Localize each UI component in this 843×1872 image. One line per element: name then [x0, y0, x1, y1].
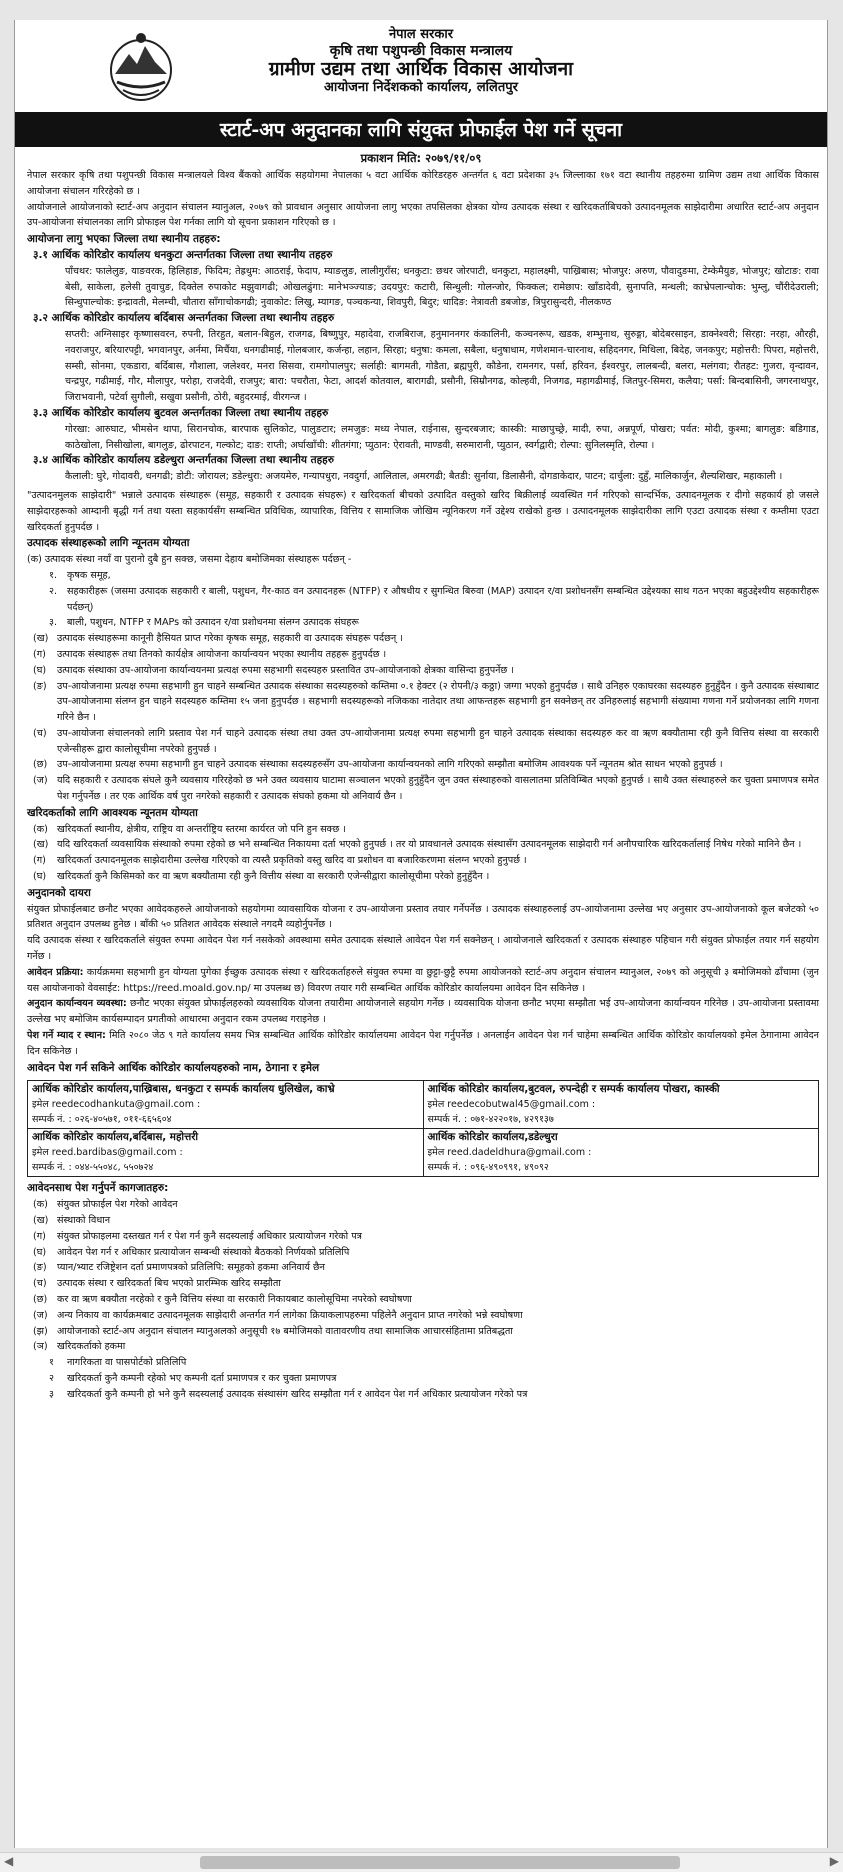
list-item: (ख) संस्थाको विधान	[33, 1215, 111, 1227]
corridor-districts: पाँचथर: फालेलुङ, याङवरक, हिलिहाङ, फिदिम; तेह्रथुम: आठराई, फेदाप, म्याङलुङ, लालीगुराँस; धनकुटा: छथर जोरपाटी, धनकुटा, महालक्ष्मी, पाख्रिबास; भोजपुर: अरुण, पौवादुङमा, टेम्केमैयुङ, भोजपुर; खोटाङ: रावा बेसी, साकेला, हलेसी तुवाचुङ, दिक्तेल रुपाकोट मझुवागढी; ओखलढुंगा: मानेभञ्ज्याङ; उदयपुर: कटारी, सिन्धुली: गोलन्जोर, फिक्कल; रामेछाप: खाँडादेवी, सुनापति, मन्थली; काभ्रेपलान्चोक: भुम्लु, चौंरीदेउराली; सिन्धुपाल्चोक: इन्द्रावती, मेलम्ची, चौतारा साँगाचोकगढी; नुवाकोट: लिखु, म्यागङ, पञ्चकन्या, शिवपुरी, बिदुर; धादिङ: नेत्रावती डबजोङ, त्रिपुरासुन्दरी, नीलकण्ठ	[65, 265, 819, 309]
list-item: (ग) संयुक्त प्रोफाइलमा दस्तखत गर्न र पेश गर्न कुनै सदस्यलाई अधिकार प्रत्यायोजन गरेको पत्र	[33, 1230, 362, 1242]
scroll-left-icon[interactable]: ◀	[4, 1854, 14, 1868]
list-item: (ज) यदि सहकारी र उत्पादक संघले कुनै व्यवसाय गरिरहेको छ भने उक्त व्यवसाय घाटामा सञ्चालन भएको हुनुहुँदैन जुन उक्त संस्थाहरुको वासलातमा प्रतिविम्बित भएको हुनुपर्छ । साथै उक्त संस्थाहरुले कर चुक्ता प्रमाणपत्र समेत पेश गर्नुपर्नेछ । तर एक आर्थिक वर्ष पुरा नगरेको सहकारी र उत्पादक संघको हकमा यो अनिवार्य छैन ।	[33, 775, 819, 803]
scope-paragraph: यदि उत्पादक संस्था र खरिदकर्ताले संयुक्त रुपमा आवेदन पेश गर्न नसकेको अवस्थामा समेत उत्पादक संस्थाले आवेदन पेश गर्न सक्नेछन् । आयोजनाले खरिदकर्ता र उत्पादक संस्थाहरु पहिचान गरी संयुक्त प्रोफाईल तयार गर्न सहयोग गर्नेछ ।	[27, 935, 819, 963]
ministry-name: कृषि तथा पशुपन्छी विकास मन्त्रालय	[329, 42, 513, 59]
office-phone: सम्पर्क नं. : ०२६-४०५७१, ०११-६६५६०४	[32, 1114, 172, 1126]
office-cell: आर्थिक कोरिडोर कार्यालय,बर्दिबास, महोत्तरी इमेल reed.bardibas@gmail.com : सम्पर्क नं. : ०४४-५५०४८, ५५०७२४	[28, 1129, 424, 1177]
producer-intro: (क) उत्पादक संस्था नयाँ वा पुरानो दुबै हुन सक्छ, जसमा देहाय बमोजिमका संस्थाहरू पर्दछन् -	[27, 554, 352, 566]
corridor-heading: ३.२ आर्थिक कोरिडोर कार्यालय बर्दिबास अन्तर्गतका जिल्ला तथा स्थानीय तहहरु	[33, 312, 335, 325]
table-row	[28, 1129, 819, 1177]
list-item: २. सहकारीहरू (जसमा उत्पादक सहकारी र बाली, पशुधन, गैर-काठ वन उत्पादनहरू (NTFP) र औषधीय र सुगन्धित बिरुवा (MAP) उत्पादन र/वा प्रशोधनसँग सम्बन्धित उद्देश्यका साथ गठन भएका बहुउद्देश्यीय सहकारीहरू पर्दछन्)	[49, 585, 819, 613]
list-item: २ खरिदकर्ता कुनै कम्पनी रहेको भए कम्पनी दर्ता प्रमाणपत्र र कर चुक्ता प्रमाणपत्र	[49, 1372, 337, 1384]
buyer-docs-list	[27, 1355, 819, 1402]
list-item: (क) खरिदकर्ता स्थानीय, क्षेत्रीय, राष्ट्रिय वा अन्तर्राष्ट्रिय स्तरमा कार्यरत जो पनि हुन सक्छ ।	[33, 823, 346, 835]
buyer-criteria-list	[27, 822, 819, 885]
list-item: (घ) खरिदकर्ता कुनै किसिमको कर वा ऋण बक्यौतामा रही कुनै वित्तीय संस्था वा सरकारी एजेन्सीद्वारा कालोसूचीमा परेको हुनुहुँदैन ।	[33, 871, 490, 883]
table-row	[28, 1081, 819, 1129]
office-name: आयोजना निर्देशकको कार्यालय, ललितपुर	[324, 79, 518, 95]
deadline-paragraph: पेश गर्ने म्याद र स्थान: मिति २०८० जेठ ९ गते कार्यालय समय भित्र सम्बन्धित आर्थिक कोरिडोर कार्यालयमा आवेदन पेश गर्नुपर्नेछ । अनलाईन आवेदन पेश गर्न चाहेमा सम्बन्धित आर्थिक कोरिडोर कार्यालयको इमेल ठेगानामा आवेदन दिन सकिनेछ ।	[27, 1030, 820, 1057]
corridor-districts: सप्तरी: अग्निसाइर कृष्णासवरन, रुपनी, तिरहुत, बलान-बिहुल, राजगढ, बिष्णुपुर, महादेवा, राजबिराज, हनुमाननगर कंकालिनी, कञ्चनरूप, खडक, शम्भुनाथ, सुरुङ्गा, बोदेबरसाइन, डाक्नेश्वरी; सिरहा: नरहा, औरही, नवराजपुर, बरियारपट्टी, भगवानपुर, अर्नमा, मिर्चैया, धनगढीमाई, गोलबजार, कर्जन्हा, लहान, सिरहा; धनुषा: कमला, सबैला, धनुषाधाम, गणेशमान-चारनाथ, सहिदनगर, मिथिला, बिदेह, जनकपुर; महोत्तरी: पिपरा, महोत्तरी, सम्सी, सोनमा, एकडारा, बर्दिबास, गौशाला, जलेश्वर, मनरा सिसवा, रामगोपालपुर; सर्लाही: बागमती, गोडैता, ब्रह्मपुरी, कौडेना, रामनगर, पर्सा, हरिवन, ईश्वरपुर, लालबन्दी, बलरा, मलंगवा; रौतहट: गुजरा, वृन्दावन, चन्द्रपुर, गढीमाई, गौर, मौलापुर, परोहा, राजदेवी, राजपुर; बारा: पचरौता, फेटा, आदर्श कोतवाल, बारागढी, प्रसौनी, सिम्रौनगढ, कोल्हवी, निजगढ, महागढीमाई, जितपुर-सिमरा, कलैया; पर्सा: बिन्दबासिनी, जगरनाथपुर, जिराभवानी, पटेर्वा सुगौली, सखुवा प्रसौनी, ठोरी, बहुदरमाई, वीरगन्ज ।	[65, 328, 819, 404]
list-item: (घ) आवेदन पेश गर्न र अधिकार प्रत्यायोजन सम्बन्धी संस्थाको बैठकको निर्णयको प्रतिलिपि	[33, 1246, 350, 1258]
horizontal-scrollbar[interactable]	[0, 1852, 843, 1872]
corridor-heading: ३.४ आर्थिक कोरिडोर कार्यालय डडेल्धुरा अन्तर्गतका जिल्ला तथा स्थानीय तहहरु	[33, 454, 334, 467]
office-phone: सम्पर्क नं. : ०९६-४९०९९१, ४९०९२	[427, 1162, 549, 1174]
list-item: (च) उत्पादक संस्था र खरिदकर्ता बिच भएको प्रारम्भिक खरिद सम्झौता	[33, 1278, 281, 1290]
list-item: (ज) अन्य निकाय वा कार्यक्रमबाट उत्पादनमूलक साझेदारी अन्तर्गत गर्न लागेका क्रियाकलापहरुमा पहिलेनै अनुदान प्राप्त नगरेको भन्ने स्वघोषणा	[33, 1309, 523, 1321]
list-item: (ख) उत्पादक संस्थाहरूमा कानूनी हैसियत प्राप्त गरेका कृषक समूह, सहकारी वा उत्पादक संघहरू पर्दछन् ।	[33, 633, 403, 645]
list-item: १. कृषक समूह,	[49, 569, 111, 581]
intro-paragraph: आयोजनाले आयोजनाको स्टार्ट-अप अनुदान संचालन म्यानुअल, २०७९ को प्रावधान अनुसार आयोजना लागु भएका तपसिलका क्षेत्रका योग्य उत्पादक संस्था र खरिदकर्ताबिचको उत्पादनमूलक साझेदारीमा अधारित स्टार्ट-अप अनुदान उप-आयोजना संचालनका लागि प्रोफाइल पेश गर्नका लागि यो सूचना प्रकाशन गरिएको छ ।	[27, 201, 819, 229]
project-name: ग्रामीण उद्यम तथा आर्थिक विकास आयोजना	[268, 58, 574, 81]
nepal-government-emblem-icon	[105, 30, 177, 102]
buyer-heading: खरिदकर्ताको लागि आवश्यक न्यूनतम योग्यता	[27, 806, 198, 819]
corridor-heading: ३.१ आर्थिक कोरिडोर कार्यालय धनकुटा अन्तर्गतका जिल्ला तथा स्थानीय तहहरु	[33, 248, 333, 261]
list-item: (घ) उत्पादक संस्थाका उप-आयोजना कार्यान्वयनमा प्रत्यक्ष रुपमा सहभागी सदस्यहरु प्रस्तावित उप-आयोजनाको क्षेत्रका वासिन्दा हुनुपर्नेछ ।	[33, 664, 514, 676]
list-item: (ञ) खरिदकर्ताको हकमा	[33, 1341, 126, 1353]
office-cell: आर्थिक कोरिडोर कार्यालय,पाख्रिबास, धनकुटा र सम्पर्क कार्यालय धुलिखेल, काभ्रे इमेल reedecodhankuta@gmail.com : सम्पर्क नं. : ०२६-४०५७१, ०११-६६५६०४	[28, 1081, 424, 1129]
office-cell: आर्थिक कोरिडोर कार्यालय,बुटवल, रुपन्देही र सम्पर्क कार्यालय पोखरा, कास्की इमेल reedecobutwal45@gmail.com : सम्पर्क नं. : ०७१-४२२०१७, ४२९१३७	[423, 1081, 819, 1129]
list-item: (ग) उत्पादक संस्थाहरू तथा तिनको कार्यक्षेत्र आयोजना कार्यान्वयन भएका स्थानीय तहहरू हुनुपर्दछ ।	[33, 648, 387, 660]
office-email: इमेल reed.bardibas@gmail.com :	[32, 1147, 183, 1159]
producer-criteria-list	[27, 631, 819, 805]
corridor-heading: ३.३ आर्थिक कोरिडोर कार्यालय बुटवल अन्तर्गतका जिल्ला तथा स्थानीय तहहरु	[33, 406, 329, 419]
list-item: (च) उप-आयोजना संचालनको लागि प्रस्ताव पेश गर्न चाहने उत्पादक संस्था तथा उक्त उप-आयोजनामा प्रत्यक्ष रुपमा सहभागी हुन चाहने उत्पादक संस्थाका सदस्यहरु कर वा ऋण बक्यौतामा रही कुनै वित्तिय संस्था वा सरकारी एजेन्सीहरू द्वारा कालोसूचीमा नपरेको हुनुपर्छ ।	[33, 727, 819, 755]
list-item: (छ) कर वा ऋण बक्यौता नरहेको र कुनै वित्तिय संस्था वा सरकारी निकायबाट कालोसूचिमा नपरेको स्वघोषणा	[33, 1294, 412, 1305]
corridor-districts: गोरखा: आरुघाट, भीमसेन थापा, सिरानचोक, बारपाक सुलिकोट, पालुङटार; लमजुङ: मध्य नेपाल, राईनास, सुन्दरबजार; कास्की: माछापुच्छ्रे, मादी, रुपा, अन्नपूर्ण, पोखरा; पर्वत: मोदी, कुश्मा; बागलुङ: बडिगाड, काठेखोला, निसीखोला, बागलुङ, ढोरपाटन, गल्कोट; दाङ: राप्ती; अर्घाखाँची: शीतगंगा; प्युठान: ऐरावती, माण्डवी, सरुमारानी, प्युठान, स्वर्गद्वारी; रोल्पा: सुनिलस्मृति, रोल्पा ।	[65, 423, 819, 451]
list-item: (ख) यदि खरिदकर्ता व्यवसायिक संस्थाको रुपमा रहेको छ भने सम्बन्धित निकायमा दर्ता भएको हुनुपर्छ । तर यो प्रावधानले उत्पादक संस्थासँग उत्पादनमूलक साझेदारी गर्न अनौपचारिक खरिदकर्तालाई निषेध गरेको मानिने छैन ।	[33, 839, 802, 851]
scroll-right-icon[interactable]: ▶	[829, 1854, 839, 1868]
list-item: (ग) खरिदकर्ता उत्पादनमूलक साझेदारीमा उल्लेख गरिएको वा त्यस्तै प्रकृतिको वस्तु खरिद वा प्रशोधन वा बजारिकरणमा संलग्न भएको हुनुपर्छ ।	[33, 855, 527, 867]
list-item: (ङ) प्यान/भ्याट रजिष्ट्रेशन दर्ता प्रमाणपत्रको प्रतिलिपि: समूहको हकमा अनिवार्य छैन	[33, 1262, 325, 1274]
notice-page	[14, 20, 828, 1848]
list-item: ३. बाली, पशुधन, NTFP र MAPs को उत्पादन र/वा प्रशोधनमा संलग्न उत्पादक संघहरू	[49, 617, 359, 629]
scope-paragraph: संयुक्त प्रोफाईलबाट छनौट भएका आवेदकहरुले आयोजनाको सहयोगमा व्यावसायिक योजना र उप-आयोजना प्रस्ताव तयार गर्नेपर्नेछ । उत्पादक संस्थाहरुलाई उप-आयोजनामा उल्लेख भए अनुसार उप-आयोजनाको कूल बजेटको ५० प्रतिशत अनुदान उपलब्ध हुनेछ । बाँकी ५० प्रतिशत आवेदक संस्थाले नगदमै व्यहोर्नुपर्नेछ ।	[27, 903, 819, 931]
management-paragraph: अनुदान कार्यान्वयन व्यवस्था: छनौट भएका संयुक्त प्रोफाईलहरुको व्यवसायिक योजना तयारीमा आयोजनाले सहयोग गर्नेछ । व्यवसायिक योजना छनौट भएमा सम्झौता भई उप-आयोजना कार्यान्वयन गरिनेछ । उप-आयोजना प्रस्तावमा उल्लेख भए बमोजिम कार्यसम्पादन प्रगतीको आधारमा अनुदान रकम उपलब्ध गराइनेछ ।	[27, 998, 819, 1026]
gov-name: नेपाल सरकार	[388, 27, 454, 42]
definition-paragraph: "उत्पादनमुलक साझेदारी" भन्नाले उत्पादक संस्थाहरू (समूह, सहकारी र उत्पादक संघहरू) र खरिदकर्ता बीचको उत्पादित वस्तुको खरिद बिक्रीलाई व्यवस्थित गर्न गरिएको सान्दर्भिक, उत्पादनमूलक र दीगो सहकार्य हो जसले साझेदारहरूको आम्दानी बृद्धी गर्न तथा यस्ता सहकार्यसँग सम्बन्धित प्रविधिक, व्यापारिक, वित्तिय र सामाजिक जोखिम न्यूनिकरण गर्ने उद्देश्य राखेको हुन्छ । उत्पादनमूलक साझेदारीका लागि एउटा उत्पादक संस्था र कम्तीमा एउटा खरिदकर्ता हुनुपर्दछ ।	[27, 489, 819, 533]
docs-heading: आवेदनसाथ पेश गर्नुपर्ने कागजातहरु:	[27, 1182, 169, 1195]
scope-heading: अनुदानको दायरा	[27, 886, 91, 899]
list-item: (क) संयुक्त प्रोफाईल पेश गरेको आवेदन	[33, 1199, 178, 1211]
office-email: इमेल reedecodhankuta@gmail.com :	[32, 1099, 201, 1111]
office-email: इमेल reed.dadeldhura@gmail.com :	[427, 1147, 592, 1159]
intro-paragraph: नेपाल सरकार कृषि तथा पशुपन्छी विकास मन्त्रालयले विश्व बैंकको आर्थिक सहयोगमा नेपालका ५ वटा आर्थिक कोरिडरहरु अन्तर्गत ६ वटा प्रदेशका ३५ जिल्लाका १७१ वटा स्थानीय तहहरुमा ग्रामिण उद्यम तथा आर्थिक विकास आयोजना संचालन गरिरहेको छ ।	[27, 170, 819, 197]
notice-header	[15, 20, 827, 112]
producer-heading: उत्पादक संस्थाहरूको लागि न्यूनतम योग्यता	[27, 537, 190, 550]
scrollbar-thumb[interactable]	[200, 1856, 680, 1869]
offices-heading: आवेदन पेश गर्न सकिने आर्थिक कोरिडोर कार्यालयहरुको नाम, ठेगाना र इमेल	[27, 1061, 320, 1074]
list-item: ३ खरिदकर्ता कुनै कम्पनी हो भने कुनै सदस्यलाई उत्पादक संस्थासंग खरिद सम्झौता गर्न र आवेदन पेश गर्न अधिकार प्रत्यायोजन गरेको पत्र	[49, 1388, 528, 1400]
docs-list	[27, 1197, 819, 1355]
process-paragraph: आवेदन प्रक्रिया: कार्यक्रममा सहभागी हुन योग्यता पुगेका ईच्छुक उत्पादक संस्था र खरिदकर्ताहरुले संयुक्त रुपमा वा छुट्टा-छुट्टै रुपमा आयोजनको स्टार्ट-अप अनुदान संचालन म्यानुअल, २०७९ को अनुसूची ३ बमोजिमको ढाँचामा (जुन यस आयोजनाको वेवसाईट: https://reed.moald.gov.np/ मा उपलब्ध छ) विवरण तयार गरी सम्बन्धित आर्थिक कोरिडोर कार्यालयमा आवेदन दिन सकिनेछ ।	[27, 966, 819, 994]
list-item: (झ) आयोजनाको स्टार्ट-अप अनुदान संचालन म्यानुअलको अनुसूची १७ बमोजिमको वातावरणीय तथा सामाजिक आचारसंहितामा प्रतिबद्धता	[33, 1325, 513, 1337]
office-phone: सम्पर्क नं. : ०७१-४२२०१७, ४२९१३७	[427, 1114, 554, 1126]
districts-heading: आयोजना लागु भएका जिल्ला तथा स्थानीय तहहरु:	[27, 233, 221, 246]
offices-table	[27, 1080, 819, 1177]
list-item: १ नागरिकता वा पासपोर्टको प्रतिलिपि	[49, 1357, 187, 1369]
corridor-districts: कैलाली: घुरे, गोदावरी, धनगढी; डोटी: जोरायल; डडेल्धुरा: अजयमेरु, गन्यापधुरा, नवदुर्गा, आलिताल, अमरगढी; बैतडी: सुर्नाया, डिलासैनी, दोगडाकेदार, पाटन; दार्चुला: दुहुँ, मालिकार्जुन, शैल्यशिखर, महाकाली ।	[65, 471, 783, 483]
list-item: (छ) उप-आयोजनामा प्रत्यक्ष रुपमा सहभागी हुन चाहने उत्पादक संस्थाका सदस्यहरुसँग उप-आयोजना कार्यान्वयनको लागि गरिएको सम्झौता बमोजिम आवश्यक पर्ने न्यूनतम श्रोत साधन भएको हुनुपर्छ ।	[33, 759, 723, 771]
publish-date: प्रकाशन मिति: २०७९/११/०९	[360, 151, 482, 165]
notice-title-banner: स्टार्ट-अप अनुदानका लागि संयुक्त प्रोफाईल पेश गर्ने सूचना	[15, 112, 827, 147]
office-cell: आर्थिक कोरिडोर कार्यालय,डडेल्धुरा इमेल reed.dadeldhura@gmail.com : सम्पर्क नं. : ०९६-४९०९९१, ४९०९२	[423, 1129, 819, 1177]
list-item: (ङ) उप-आयोजनामा प्रत्यक्ष रुपमा सहभागी हुन चाहने सम्बन्धित उत्पादक संस्थाका सदस्यहरुको कम्तिमा ०.१ हेक्टर (२ रोपनी/३ कठ्ठा) जग्गा भएको हुनुपर्दछ । साथै उनिहरु एकाघरका सदस्यहरु हुनुहुँदैन । कुनै उत्पादक संस्थाबाट उप-आयोजनामा संलग्न हुन चाहने सदस्यहरु कम्तिमा १५ जना हुनुपर्दछ । सहभागी सदस्यहरूको नजिकका नातेदार तथा आफन्तहरू सहभागी हुन सक्नेछन् तर उनिहरुलाई सहभागी संख्यामा गणना गर्ने प्रयोजनका लागि गणना गरिने छैन ।	[33, 680, 820, 724]
office-email: इमेल reedecobutwal45@gmail.com :	[427, 1099, 596, 1111]
office-phone: सम्पर्क नं. : ०४४-५५०४८, ५५०७२४	[32, 1162, 154, 1174]
notice-body	[15, 168, 827, 1403]
producer-types-list	[27, 568, 819, 631]
